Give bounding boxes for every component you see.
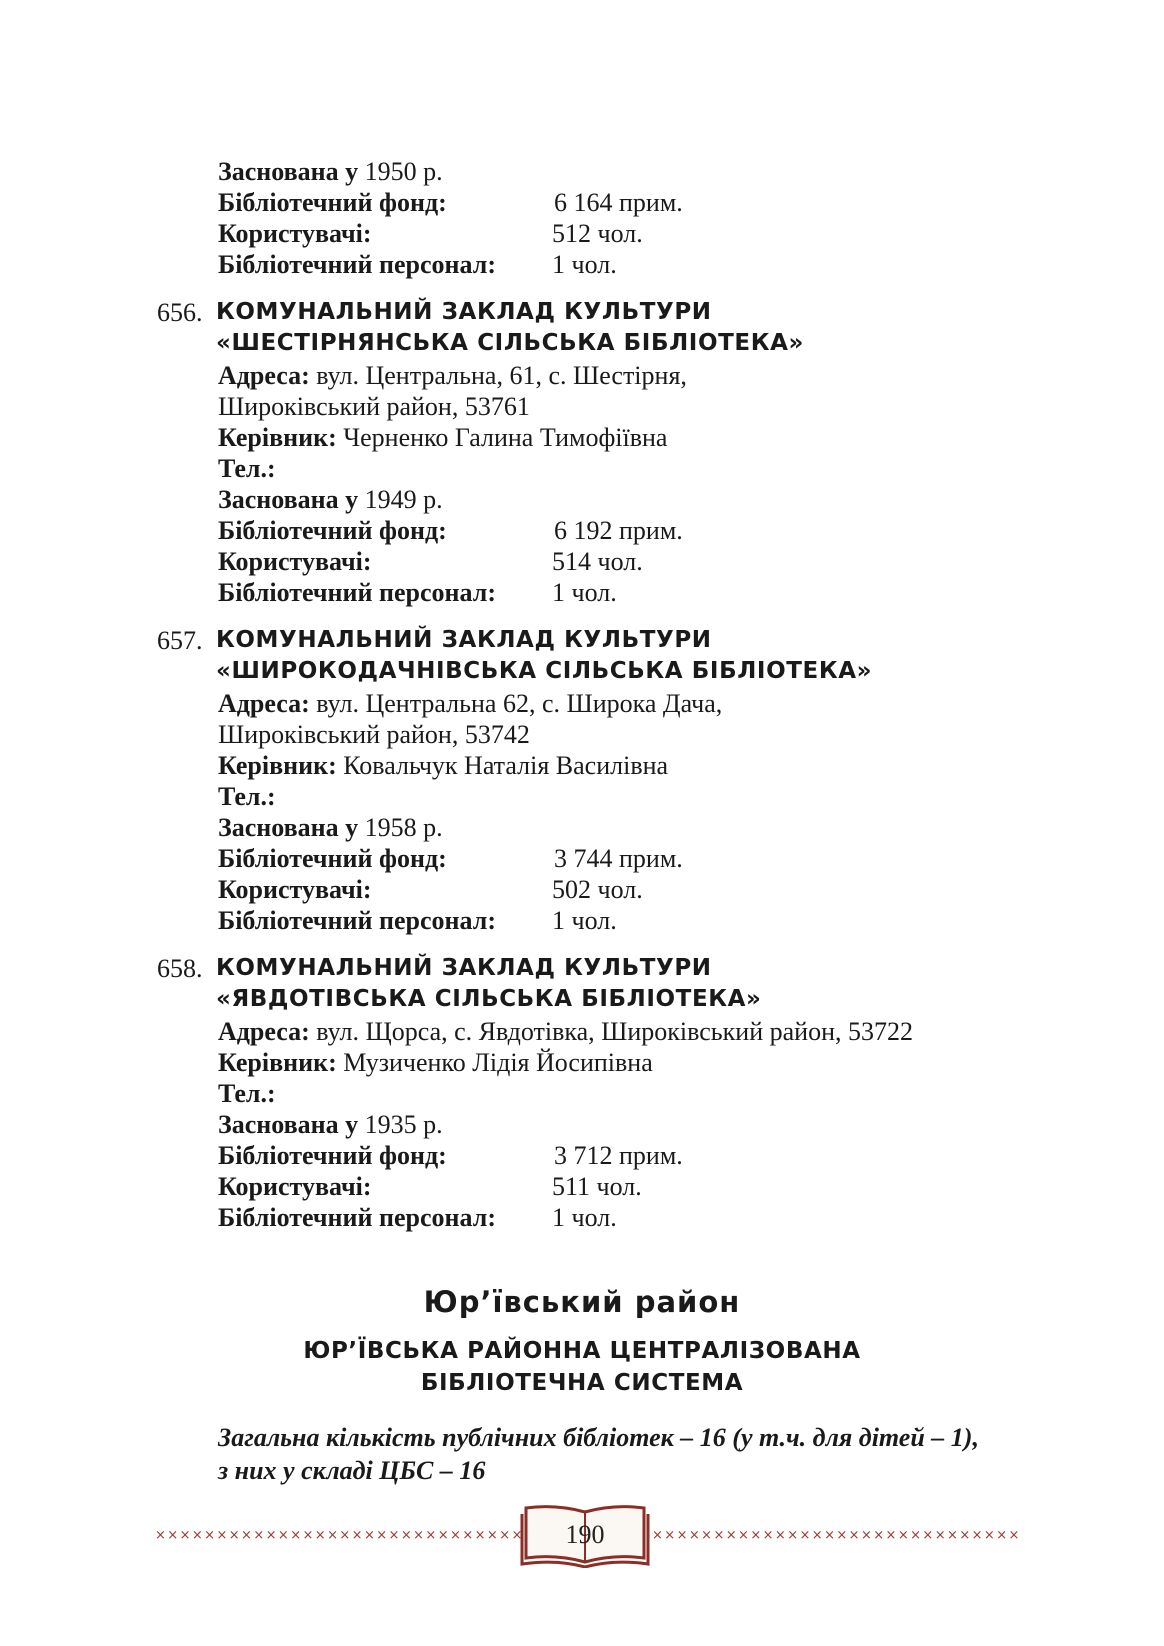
footer-ornament-right: ×××××××××××××××××××××××××××××× [652, 1528, 1021, 1543]
staff-value: 1 чол. [552, 578, 617, 607]
staff-value: 1 чол. [552, 906, 617, 935]
entry-number: 658. [157, 954, 203, 983]
district-heading: Юр’ївський район [423, 1285, 741, 1319]
users-line [218, 218, 643, 249]
users-label: Користувачі: [218, 219, 372, 248]
staff-line [218, 249, 617, 280]
entry-title-line2: «ЯВДОТІВСЬКА СІЛЬСЬКА БІБЛІОТЕКА» [216, 986, 762, 1012]
head-line [218, 422, 667, 453]
users-value: 514 чол. [552, 547, 643, 576]
phone-label: Тел.: [218, 1079, 276, 1108]
address-label: Адреса: [218, 361, 310, 390]
address-line2: Широківський район, 53761 [218, 392, 530, 421]
staff-line [218, 577, 617, 608]
founded-label: Заснована у [218, 485, 359, 514]
staff-line [218, 905, 617, 936]
address-label: Адреса: [218, 689, 310, 718]
fund-line [218, 515, 683, 546]
fund-value: 6 164 прим. [554, 188, 683, 217]
footer-ornament-left: ×××××××××××××××××××××××××××××× [155, 1528, 524, 1543]
entry-number: 657. [157, 626, 203, 655]
founded-label: Заснована у [218, 157, 359, 186]
head-label: Керівник: [218, 423, 337, 452]
fund-label: Бібліотечний фонд: [218, 1141, 447, 1170]
address-line2: Широківський район, 53742 [218, 720, 530, 749]
summary-line2: з них у складі ЦБС – 16 [218, 1456, 486, 1485]
head-label: Керівник: [218, 751, 337, 780]
founded-line [218, 812, 443, 843]
entry-title-line1: КОМУНАЛЬНИЙ ЗАКЛАД КУЛЬТУРИ [216, 299, 712, 325]
users-label: Користувачі: [218, 1172, 372, 1201]
founded-value: 1958 р. [364, 813, 443, 842]
users-value: 502 чол. [552, 875, 643, 904]
address-line [218, 1016, 913, 1047]
system-heading-line2: БІБЛІОТЕЧНА СИСТЕМА [420, 1370, 744, 1396]
entry-title-line1: КОМУНАЛЬНИЙ ЗАКЛАД КУЛЬТУРИ [216, 955, 712, 981]
fund-label: Бібліотечний фонд: [218, 844, 447, 873]
users-value: 512 чол. [552, 219, 643, 248]
summary-line1: Загальна кількість публічних бібліотек – 16 (у т.ч. для дітей – 1), [218, 1423, 979, 1452]
head-value: Ковальчук Наталія Василівна [343, 751, 669, 780]
head-line [218, 1047, 653, 1078]
staff-label: Бібліотечний персонал: [218, 578, 496, 607]
staff-label: Бібліотечний персонал: [218, 250, 496, 279]
address-value: вул. Центральна, 61, с. Шестірня, [316, 361, 687, 390]
head-label: Керівник: [218, 1048, 337, 1077]
fund-line [218, 187, 683, 218]
users-line [218, 546, 643, 577]
entry-title-line2: «ШЕСТІРНЯНСЬКА СІЛЬСЬКА БІБЛІОТЕКА» [216, 330, 804, 356]
head-value: Черненко Галина Тимофіївна [343, 423, 668, 452]
fund-value: 6 192 прим. [554, 516, 683, 545]
fund-value: 3 712 прим. [554, 1141, 683, 1170]
address-line [218, 688, 722, 719]
founded-label: Заснована у [218, 1110, 359, 1139]
fund-line [218, 1140, 683, 1171]
fund-label: Бібліотечний фонд: [218, 516, 447, 545]
phone-label: Тел.: [218, 782, 276, 811]
fund-label: Бібліотечний фонд: [218, 188, 447, 217]
founded-line [218, 156, 443, 187]
system-heading-line1: ЮР’ЇВСЬКА РАЙОННА ЦЕНТРАЛІЗОВАНА [303, 1338, 861, 1364]
founded-value: 1935 р. [364, 1110, 443, 1139]
entry-title-line1: КОМУНАЛЬНИЙ ЗАКЛАД КУЛЬТУРИ [216, 627, 712, 653]
staff-value: 1 чол. [552, 1203, 617, 1232]
head-line [218, 750, 668, 781]
entry-number: 656. [157, 298, 203, 327]
founded-line [218, 484, 443, 515]
users-value: 511 чол. [552, 1172, 642, 1201]
users-label: Користувачі: [218, 547, 372, 576]
head-value: Музиченко Лідія Йосипівна [343, 1048, 653, 1077]
users-line [218, 1171, 642, 1202]
staff-line [218, 1202, 617, 1233]
founded-line [218, 1109, 443, 1140]
users-label: Користувачі: [218, 875, 372, 904]
fund-line [218, 843, 683, 874]
address-label: Адреса: [218, 1017, 310, 1046]
founded-label: Заснована у [218, 813, 359, 842]
address-line [218, 360, 687, 391]
founded-value: 1949 р. [364, 485, 443, 514]
phone-label: Тел.: [218, 454, 276, 483]
staff-label: Бібліотечний персонал: [218, 1203, 496, 1232]
users-line [218, 874, 643, 905]
entry-title-line2: «ШИРОКОДАЧНІВСЬКА СІЛЬСЬКА БІБЛІОТЕКА» [216, 658, 873, 684]
founded-value: 1950 р. [364, 157, 443, 186]
staff-value: 1 чол. [552, 250, 617, 279]
staff-label: Бібліотечний персонал: [218, 906, 496, 935]
address-value: вул. Центральна 62, с. Широка Дача, [316, 689, 723, 718]
fund-value: 3 744 прим. [554, 844, 683, 873]
page-number: 190 [565, 1520, 605, 1549]
address-value: вул. Щорса, с. Явдотівка, Широківський район, 53722 [316, 1017, 913, 1046]
